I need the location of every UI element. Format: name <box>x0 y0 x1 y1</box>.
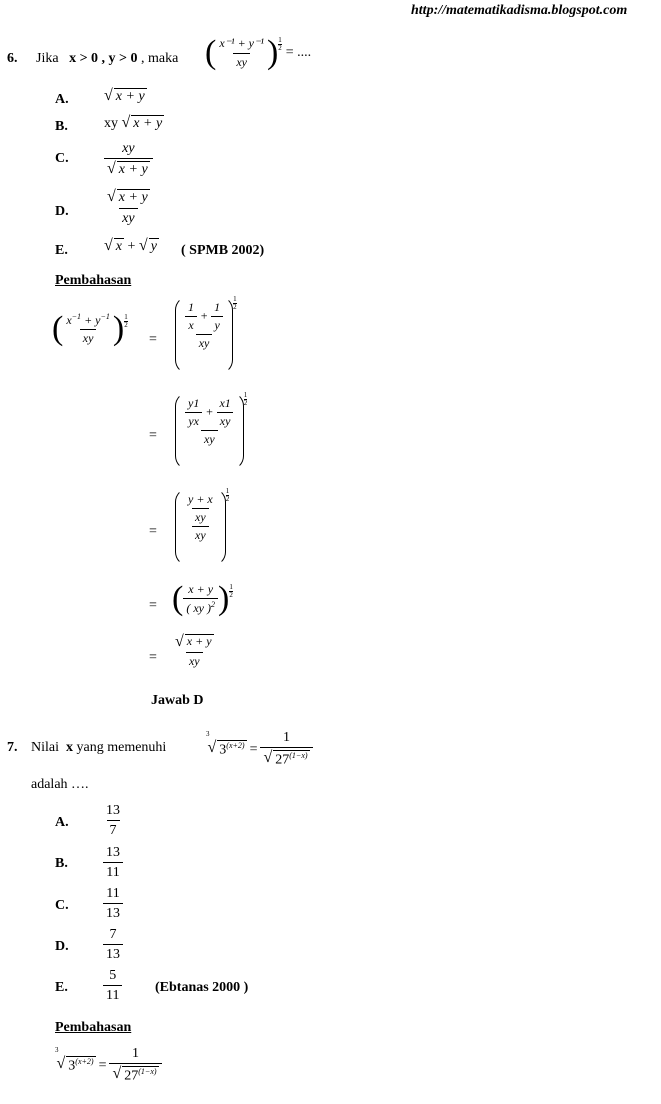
q6-option-b-label: B. <box>55 119 68 134</box>
q7-option-c: $\frac{11}{13}$ <box>103 886 123 922</box>
q6-option-e: √ x + √ y <box>104 237 157 254</box>
q6-option-c-label: C. <box>55 151 69 166</box>
q6-step-4-rhs: ( $\frac{x + y}{( xy )^2}$ ) 1 2 <box>172 580 233 617</box>
q7-option-b: $\frac{13}{11}$ <box>103 845 123 881</box>
q6-step-4-eq: = <box>149 598 157 613</box>
q7-equation: 3 √ $3^{(x+2)}$ = 1 √ $27^{(1-x)}$ <box>206 730 313 769</box>
q6-step-1-eq: = <box>149 332 157 347</box>
q7-number: 7. <box>7 740 18 755</box>
q7-option-e: $\frac{5}{11}$ <box>103 968 122 1004</box>
q6-number: 6. <box>7 51 18 66</box>
q6-solution-heading: Pembahasan <box>55 273 132 288</box>
q6-step-1-lhs: ( $\frac{x^{-1} + y^{-1}}{xy}$ ) 1 2 <box>52 310 128 347</box>
q7-option-a: $\frac{13}{7}$ <box>106 803 120 839</box>
q6-option-d: √ x + y xy <box>107 188 148 227</box>
q7-option-c-label: C. <box>55 898 69 913</box>
q6-option-c: xy √ x + y <box>104 141 153 178</box>
q6-option-d-label: D. <box>55 204 69 219</box>
q6-step-3-eq: = <box>149 524 157 539</box>
q7-adalah: adalah …. <box>31 777 89 792</box>
q6-step-3-rhs: $\frac{\frac{y + x}{xy}}{xy}$ 1 2 <box>175 488 229 566</box>
q6-prompt: Jika x > 0 , y > 0 , maka <box>36 51 179 66</box>
q6-expression: ( $\frac{\text{x⁻¹ + y⁻¹}}{xy}$ ) $\frac{1}{2}$ = .... <box>205 34 312 71</box>
q6-answer: Jawab D <box>151 693 204 708</box>
q7-option-d-label: D. <box>55 939 69 954</box>
q7-step-1: 3 √ $3^{(x+2)}$ = 1 √ $27^{(1-x)}$ <box>55 1046 162 1085</box>
q6-step-2-rhs: $\frac{y1}{yx}$ + $\frac{x1}{xy}$ xy 1 2 <box>175 392 247 470</box>
q7-option-b-label: B. <box>55 856 68 871</box>
q6-step-2-eq: = <box>149 428 157 443</box>
q6-option-e-label: E. <box>55 243 68 258</box>
q7-option-d: $\frac{7}{13}$ <box>103 927 123 963</box>
q6-option-a: √ x + y <box>104 87 145 104</box>
q7-solution-heading: Pembahasan <box>55 1020 132 1035</box>
q7-option-e-label: E. <box>55 980 68 995</box>
q6-option-b: xy √ x + y <box>104 114 163 131</box>
blog-url: http://matematikadisma.blogspot.com <box>411 3 628 18</box>
q7-prompt: Nilai x yang memenuhi <box>31 740 167 755</box>
q7-option-a-label: A. <box>55 815 69 830</box>
q6-source: ( SPMB 2002) <box>181 243 265 258</box>
q6-option-a-label: A. <box>55 92 69 107</box>
q6-step-5-eq: = <box>149 650 157 665</box>
q6-step-5-rhs: √ x + y xy <box>175 633 212 668</box>
q7-source: (Ebtanas 2000 ) <box>155 980 249 995</box>
q6-step-1-rhs: $\frac{1}{x}$ + $\frac{1}{y}$ xy 1 2 <box>175 296 237 374</box>
